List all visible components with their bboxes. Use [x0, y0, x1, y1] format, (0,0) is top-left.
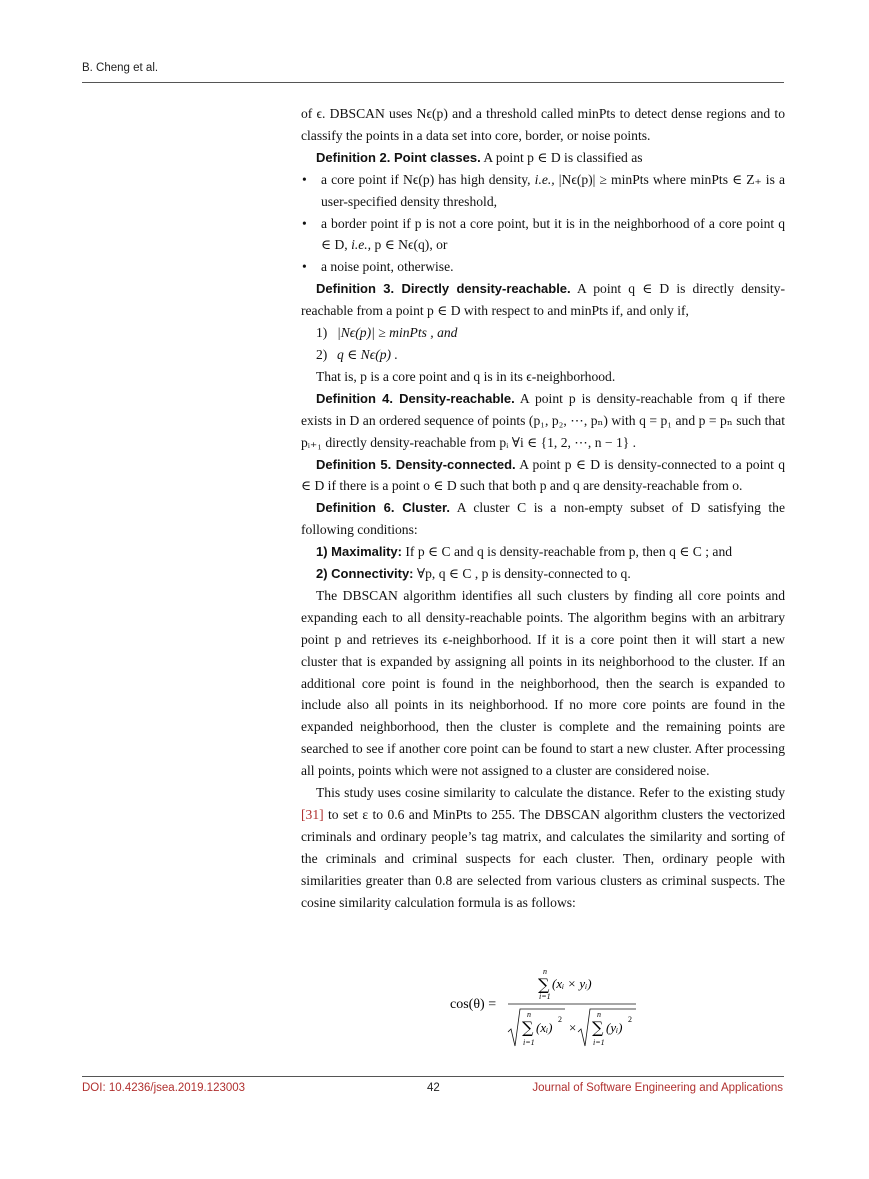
bullet-core-point: • a core point if Nϵ(p) has high density, i.e., |Nϵ(p)| ≥ minPts where minPts ∈ Z₊ is a user-specified density threshold,	[301, 169, 785, 213]
bullet-icon: •	[302, 259, 307, 275]
den-term-1: (xᵢ)	[536, 1020, 553, 1035]
definition-3-summary: That is, p is a core point and q is in its ϵ-neighborhood.	[316, 368, 616, 384]
definition-3-text: A point q ∈ D is directly density-reachable from a point p ∈ D with respect to and minPts if, and only if,	[301, 281, 785, 319]
num-sum-top: n	[543, 968, 547, 976]
definition-6	[301, 497, 785, 541]
den-sum-top-1: n	[527, 1010, 531, 1019]
num-sum-icon: ∑	[538, 975, 550, 994]
definition-2	[301, 147, 785, 169]
den-sum-top-2: n	[597, 1010, 601, 1019]
definition-3-title: Definition 3. Directly density-reachable.	[316, 281, 571, 297]
definition-4	[301, 388, 785, 454]
formula-lhs: cos(θ) =	[450, 997, 497, 1012]
maximality-condition: 1) Maximality: If p ∈ C and q is density-reachable from p, then q ∈ C ; and	[316, 544, 733, 560]
definition-4-text: A point p is density-reachable from q if there exists in D an ordered sequence of points (p₁, p₂, ⋯, pₙ) with q = p₁ and p = pₙ such that pᵢ₊₁ directly density-reachable from pᵢ ∀i ∈ {1, 2, ⋯, n − 1} .	[301, 390, 785, 450]
num-sum-bottom: i=1	[539, 992, 551, 1001]
footer-doi-link[interactable]: DOI: 10.4236/jsea.2019.123003	[82, 1082, 246, 1094]
page-number: 42	[427, 1082, 440, 1094]
condition-2: 2) q ∈ Nϵ(p) .	[316, 346, 398, 362]
definition-6-text: A cluster C is a non-empty subset of D satisfying the following conditions:	[301, 500, 785, 538]
bullet-icon: •	[302, 215, 307, 231]
running-head-author: B. Cheng et al.	[82, 62, 159, 74]
den-exp-2: 2	[628, 1015, 632, 1024]
study-paragraph: This study uses cosine similarity to calculate the distance. Refer to the existing study [31] to set ε to 0.6 and MinPts to 255. The DBSCAN algorithm clusters the vectorized criminals and ordinary people’s tag matrix, and calculates the similarity and sorting of the criminals and criminal suspects for each cluster. Then, ordinary people with similarities greater than 0.8 are selected from various clusters as criminal suspects. The cosine similarity calculation formula is as follows:	[301, 785, 785, 910]
definition-4-title: Definition 4. Density-reachable.	[316, 390, 515, 406]
definition-5-title: Definition 5. Density-connected.	[316, 456, 516, 472]
condition-1: 1) |Nϵ(p)| ≥ minPts , and	[316, 325, 458, 341]
footer-journal-link[interactable]: Journal of Software Engineering and Applications	[532, 1082, 783, 1094]
citation-link[interactable]: [31]	[301, 807, 324, 822]
main-text	[301, 103, 785, 914]
num-term: (xᵢ × yᵢ)	[552, 976, 592, 991]
definition-5	[301, 454, 785, 498]
definition-5-text: A point p ∈ D is density-connected to a point q ∈ D if there is a point o ∈ D such that both p and q are density-reachable from o.	[301, 456, 785, 494]
cosine-similarity-formula	[450, 968, 650, 1050]
connectivity-condition: 2) Connectivity: ∀p, q ∈ C , p is density-connected to q.	[316, 566, 631, 582]
algorithm-paragraph: The DBSCAN algorithm identifies all such clusters by finding all core points and expanding each to all density-reachable points. The algorithm begins with an arbitrary point p and retrieves its ϵ-neighborhood. If it is a core point then it will start a new cluster that is expanded by assigning all points in its neighborhood to the cluster. If an additional core point is found in the neighborhood, then the search is expanded to include also all points in its neighborhood. If no more core points are found in the expanded neighborhood, then the cluster is complete and the remaining points are searched to see if another core point can be found to start a new cluster. After processing all points, points which were not assigned to a cluster are considered noise.	[301, 587, 785, 779]
definition-3	[301, 278, 785, 322]
footer-rule	[82, 1076, 784, 1077]
den-exp-1: 2	[558, 1015, 562, 1024]
times-sign: ×	[569, 1020, 577, 1035]
definition-2-text: A point p ∈ D is classified as	[480, 149, 643, 165]
bullet-noise-point: • a noise point, otherwise.	[301, 256, 785, 278]
bullet-border-point: • a border point if p is not a core point, but it is in the neighborhood of a core point q ∈ D, i.e., p ∈ Nϵ(q), or	[301, 213, 785, 257]
den-term-2: (yᵢ)	[606, 1020, 623, 1035]
intro-paragraph: of ϵ. DBSCAN uses Nϵ(p) and a threshold called minPts to detect dense regions and to classify the points in a data set into core, border, or noise points.	[301, 106, 785, 143]
header-rule	[82, 82, 784, 83]
den-sum-bottom-2: i=1	[593, 1038, 605, 1047]
definition-2-title: Definition 2. Point classes.	[316, 149, 481, 165]
definition-6-title: Definition 6. Cluster.	[316, 500, 450, 516]
den-sum-icon-2: ∑	[592, 1018, 604, 1037]
den-sum-bottom-1: i=1	[523, 1038, 535, 1047]
bullet-icon: •	[302, 171, 307, 187]
den-sum-icon-1: ∑	[522, 1018, 534, 1037]
